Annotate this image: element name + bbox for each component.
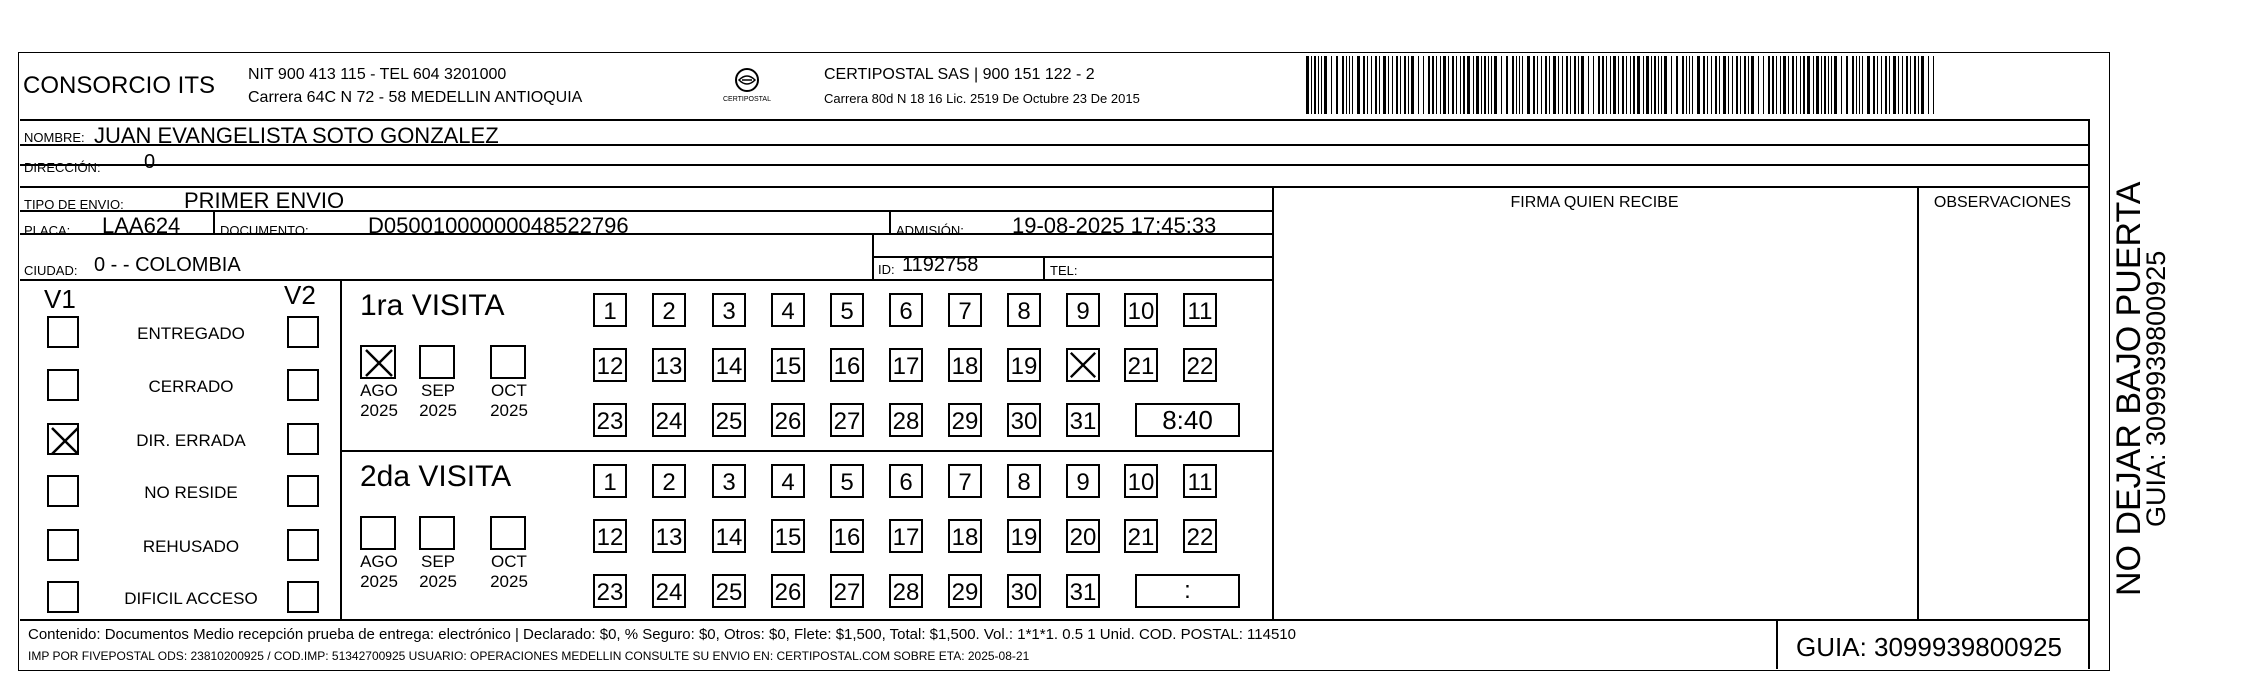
day-box[interactable]: 23 bbox=[593, 574, 627, 608]
no-dejar-warning: NO DEJAR BAJO PUERTA bbox=[2110, 181, 2148, 596]
v1-checkbox[interactable] bbox=[47, 316, 79, 348]
day-box[interactable]: 15 bbox=[771, 348, 805, 382]
ciudad-value: 0 - - COLOMBIA bbox=[94, 254, 241, 276]
year-label: 2025 bbox=[490, 401, 528, 420]
footer-guia: GUIA: 3099939800925 bbox=[1796, 632, 2062, 662]
nombre-label: NOMBRE: bbox=[24, 130, 85, 145]
year-label: 2025 bbox=[419, 572, 457, 591]
day-box[interactable]: 31 bbox=[1066, 574, 1100, 608]
day-box[interactable]: 20 bbox=[1066, 519, 1100, 553]
day-box[interactable]: 25 bbox=[712, 574, 746, 608]
time-box[interactable]: : bbox=[1135, 574, 1240, 608]
id-label: ID: bbox=[878, 262, 895, 277]
day-box[interactable]: 30 bbox=[1007, 574, 1041, 608]
observaciones-label: OBSERVACIONES bbox=[1933, 194, 2072, 211]
day-box[interactable]: 6 bbox=[889, 293, 923, 327]
certipostal-logo bbox=[712, 66, 782, 110]
company-nit: NIT 900 413 115 - TEL 604 3201000 bbox=[248, 66, 507, 83]
day-box[interactable]: 19 bbox=[1007, 348, 1041, 382]
direccion-label: DIRECCIÓN: bbox=[24, 160, 101, 175]
placa-value: LAA624 bbox=[102, 213, 181, 238]
company-name: CONSORCIO ITS bbox=[23, 72, 216, 99]
time-box[interactable]: 8:40 bbox=[1135, 403, 1240, 437]
carrier-address: Carrera 80d N 18 16 Lic. 2519 De Octubre 23 De 2015 bbox=[824, 91, 1140, 106]
day-box[interactable]: 16 bbox=[830, 348, 864, 382]
day-box[interactable]: 17 bbox=[889, 519, 923, 553]
month-checkbox[interactable] bbox=[419, 345, 455, 379]
day-box[interactable]: 9 bbox=[1066, 293, 1100, 327]
day-box[interactable]: 25 bbox=[712, 403, 746, 437]
v1-checkbox[interactable] bbox=[47, 369, 79, 401]
v1-checkbox[interactable] bbox=[47, 475, 79, 507]
status-label: ENTREGADO bbox=[137, 324, 245, 343]
day-box[interactable]: 12 bbox=[593, 348, 627, 382]
day-box[interactable]: 21 bbox=[1124, 519, 1158, 553]
year-label: 2025 bbox=[490, 572, 528, 591]
day-box[interactable]: 4 bbox=[771, 293, 805, 327]
day-box[interactable]: 26 bbox=[771, 403, 805, 437]
month-checkbox[interactable] bbox=[360, 345, 396, 379]
day-box[interactable]: 17 bbox=[889, 348, 923, 382]
day-box[interactable]: 19 bbox=[1007, 519, 1041, 553]
v2-checkbox[interactable] bbox=[287, 423, 319, 455]
status-label: DIR. ERRADA bbox=[136, 431, 246, 450]
day-box[interactable]: 14 bbox=[712, 348, 746, 382]
ciudad-label: CIUDAD: bbox=[24, 263, 78, 278]
day-box[interactable]: 10 bbox=[1124, 464, 1158, 498]
imp-text: IMP POR FIVEPOSTAL ODS: 23810200925 / COD.IMP: 51342700925 USUARIO: OPERACIONES MEDELLIN CONSULTE SU ENVIO EN: CERTIPOSTAL.COM SOBRE ETA: 2025-08-21 bbox=[28, 649, 1030, 663]
month-checkbox[interactable] bbox=[490, 516, 526, 550]
day-box[interactable]: 8 bbox=[1007, 464, 1041, 498]
logo-text: CERTIPOSTAL bbox=[723, 96, 771, 103]
day-box[interactable]: 18 bbox=[948, 348, 982, 382]
day-box[interactable]: 6 bbox=[889, 464, 923, 498]
day-box[interactable]: 26 bbox=[771, 574, 805, 608]
day-box[interactable]: 13 bbox=[652, 348, 686, 382]
year-label: 2025 bbox=[419, 401, 457, 420]
day-box[interactable]: 7 bbox=[948, 464, 982, 498]
month-checkbox[interactable] bbox=[360, 516, 396, 550]
direccion-value: 0 bbox=[144, 151, 156, 173]
day-box[interactable]: 24 bbox=[652, 403, 686, 437]
month-label: OCT bbox=[491, 552, 527, 571]
status-label: REHUSADO bbox=[142, 537, 240, 556]
documento-label: DOCUMENTO: bbox=[220, 223, 309, 238]
month-label: SEP bbox=[420, 381, 456, 400]
documento-value: D05001000000048522796 bbox=[368, 213, 629, 238]
day-box[interactable]: 2 bbox=[652, 464, 686, 498]
month-label: OCT bbox=[491, 381, 527, 400]
month-checkbox[interactable] bbox=[490, 345, 526, 379]
barcode bbox=[1306, 56, 1940, 114]
day-box[interactable]: 21 bbox=[1124, 348, 1158, 382]
admision-label: ADMISIÓN: bbox=[896, 223, 964, 238]
visit-title: 1ra VISITA bbox=[360, 289, 505, 322]
side-guia: GUIA: 3099939800925 bbox=[2141, 250, 2171, 527]
month-label: AGO bbox=[360, 552, 398, 571]
v2-checkbox[interactable] bbox=[287, 316, 319, 348]
day-box[interactable]: 22 bbox=[1183, 348, 1217, 382]
placa-label: PLACA: bbox=[24, 223, 71, 238]
day-box[interactable]: 7 bbox=[948, 293, 982, 327]
v1-label: V1 bbox=[44, 284, 76, 314]
day-box[interactable]: 5 bbox=[830, 464, 864, 498]
day-box[interactable]: 27 bbox=[830, 574, 864, 608]
year-label: 2025 bbox=[360, 572, 398, 591]
signature-area[interactable] bbox=[1274, 212, 1916, 618]
visit-title: 2da VISITA bbox=[360, 460, 512, 493]
month-label: AGO bbox=[360, 381, 398, 400]
month-label: SEP bbox=[420, 552, 456, 571]
company-address: Carrera 64C N 72 - 58 MEDELLIN ANTIOQUIA bbox=[248, 89, 583, 106]
day-box[interactable]: 2 bbox=[652, 293, 686, 327]
contenido-text: Contenido: Documentos Medio recepción prueba de entrega: electrónico | Declarado: $0, % Seguro: $0, Otros: $0, Flete: $1,500, Total: $1,500. Vol.: 1*1*1. 0.5 1 Unid. COD. POSTAL: 114510 bbox=[28, 626, 1296, 643]
tipo-label: TIPO DE ENVIO: bbox=[24, 197, 124, 212]
v1-checkbox[interactable] bbox=[47, 423, 79, 455]
day-box[interactable]: 13 bbox=[652, 519, 686, 553]
v1-checkbox[interactable] bbox=[47, 581, 79, 613]
v2-checkbox[interactable] bbox=[287, 581, 319, 613]
carrier-name: CERTIPOSTAL SAS | 900 151 122 - 2 bbox=[824, 66, 1095, 83]
v2-checkbox[interactable] bbox=[287, 369, 319, 401]
day-box[interactable]: 12 bbox=[593, 519, 627, 553]
observations-area[interactable] bbox=[1919, 212, 2087, 618]
day-box[interactable]: 23 bbox=[593, 403, 627, 437]
v1-checkbox[interactable] bbox=[47, 529, 79, 561]
status-label: DIFICIL ACCESO bbox=[124, 589, 258, 608]
day-box[interactable]: 11 bbox=[1183, 464, 1217, 498]
tipo-value: PRIMER ENVIO bbox=[184, 188, 345, 213]
day-box[interactable]: 31 bbox=[1066, 403, 1100, 437]
v2-label: V2 bbox=[284, 280, 316, 310]
day-box[interactable]: 15 bbox=[771, 519, 805, 553]
day-box[interactable]: 29 bbox=[948, 574, 982, 608]
day-box[interactable]: 16 bbox=[830, 519, 864, 553]
day-box[interactable]: 9 bbox=[1066, 464, 1100, 498]
day-box[interactable]: 14 bbox=[712, 519, 746, 553]
day-box[interactable]: 11 bbox=[1183, 293, 1217, 327]
year-label: 2025 bbox=[360, 401, 398, 420]
admision-value: 19-08-2025 17:45:33 bbox=[1012, 213, 1217, 238]
day-box[interactable]: 24 bbox=[652, 574, 686, 608]
day-box[interactable]: 22 bbox=[1183, 519, 1217, 553]
day-box[interactable] bbox=[1066, 348, 1100, 382]
day-box[interactable]: 28 bbox=[889, 574, 923, 608]
v2-checkbox[interactable] bbox=[287, 529, 319, 561]
day-box[interactable]: 10 bbox=[1124, 293, 1158, 327]
nombre-value: JUAN EVANGELISTA SOTO GONZALEZ bbox=[94, 123, 499, 148]
day-box[interactable]: 5 bbox=[830, 293, 864, 327]
id-value: 1192758 bbox=[902, 254, 979, 276]
day-box[interactable]: 4 bbox=[771, 464, 805, 498]
day-box[interactable]: 1 bbox=[593, 464, 627, 498]
day-box[interactable]: 27 bbox=[830, 403, 864, 437]
status-label: CERRADO bbox=[148, 377, 234, 396]
day-box[interactable]: 29 bbox=[948, 403, 982, 437]
day-box[interactable]: 3 bbox=[712, 464, 746, 498]
day-box[interactable]: 1 bbox=[593, 293, 627, 327]
v2-checkbox[interactable] bbox=[287, 475, 319, 507]
day-box[interactable]: 18 bbox=[948, 519, 982, 553]
day-box[interactable]: 28 bbox=[889, 403, 923, 437]
day-box[interactable]: 3 bbox=[712, 293, 746, 327]
day-box[interactable]: 8 bbox=[1007, 293, 1041, 327]
firma-label: FIRMA QUIEN RECIBE bbox=[1510, 194, 1679, 211]
day-box[interactable]: 30 bbox=[1007, 403, 1041, 437]
month-checkbox[interactable] bbox=[419, 516, 455, 550]
status-label: NO RESIDE bbox=[144, 483, 238, 502]
tel-label: TEL: bbox=[1050, 263, 1078, 278]
